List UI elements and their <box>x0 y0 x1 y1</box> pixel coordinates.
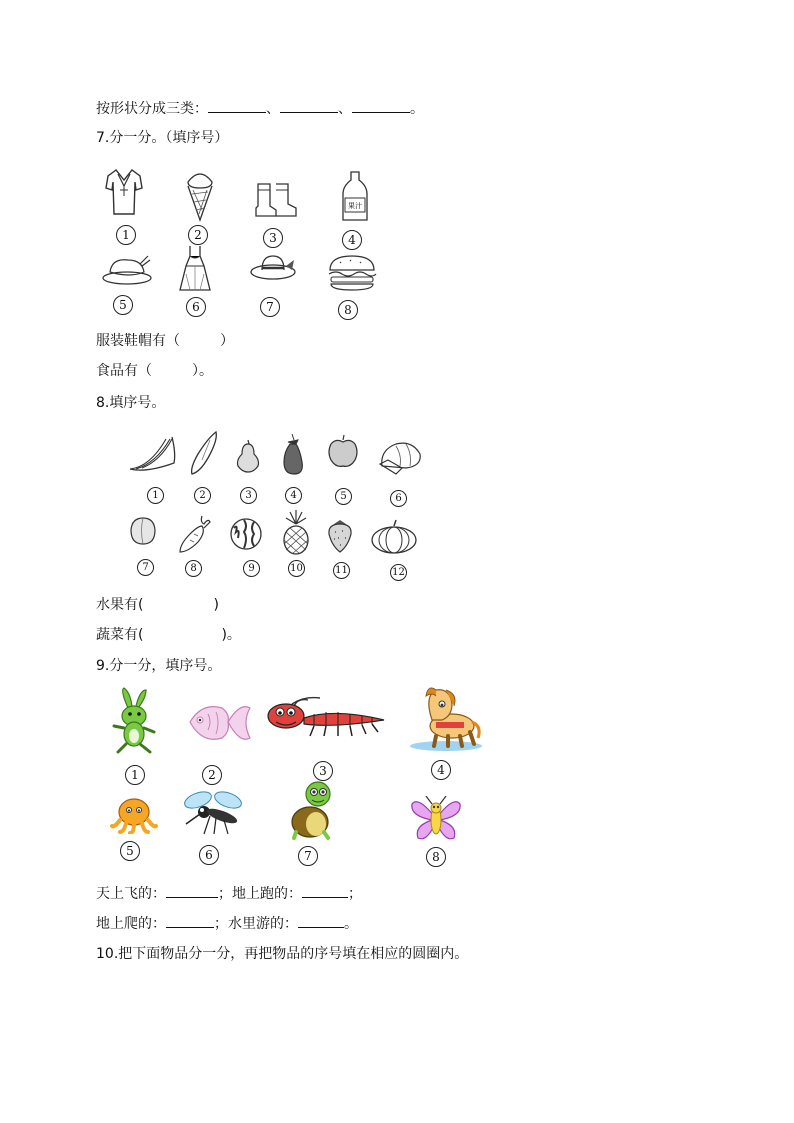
q6-answer-blank-2[interactable] <box>280 98 338 113</box>
q7-label-6: 6 <box>186 297 206 317</box>
q9-label-7: 7 <box>298 846 318 866</box>
q7-clothing-close: ） <box>220 333 234 349</box>
q9-end-mark: 。 <box>344 916 358 932</box>
q8-label-12: 12 <box>390 564 407 581</box>
q8-label-4: 4 <box>285 487 302 504</box>
q8-label-11: 11 <box>333 562 350 579</box>
q9-crawl-answer-blank[interactable] <box>166 913 214 928</box>
q7-label-2: 2 <box>188 225 208 245</box>
q9-label-4: 4 <box>431 760 451 780</box>
q6-answer-blank-3[interactable] <box>352 98 410 113</box>
dress-icon <box>178 244 212 292</box>
banana-icon <box>126 433 178 473</box>
q8-title: 8.填序号。 <box>96 395 166 411</box>
q7-title: 7.分一分。（填序号） <box>96 130 229 146</box>
hamburger-icon <box>326 254 378 292</box>
q9-water-label: ；水里游的： <box>214 916 298 932</box>
q9-label-2: 2 <box>202 765 222 785</box>
q8-label-1: 1 <box>147 487 164 504</box>
q9-sky-answer-blank[interactable] <box>166 883 218 898</box>
pumpkin-icon <box>370 518 418 554</box>
q7-answer-clothing <box>96 331 234 351</box>
q7-label-5: 5 <box>113 295 133 315</box>
q8-answer-vegetable <box>96 625 241 645</box>
q7-label-8: 8 <box>338 300 358 320</box>
q7-label-1: 1 <box>116 225 136 245</box>
q8-answer-fruit <box>96 595 219 615</box>
q8-vegetable-label: 蔬菜有( <box>96 627 144 643</box>
eggplant-icon <box>278 432 308 476</box>
q9-label-5: 5 <box>120 841 140 861</box>
pear-icon <box>234 436 262 474</box>
q8-label-7: 7 <box>137 559 154 576</box>
strawberry-icon <box>326 518 354 554</box>
peach-icon <box>128 514 158 546</box>
q7-label-7: 7 <box>260 297 280 317</box>
centipede-icon <box>264 696 388 742</box>
octopus-icon <box>110 796 158 834</box>
q8-label-2: 2 <box>194 487 211 504</box>
q9-separator: ； <box>348 886 362 902</box>
q6-shape-classification-line <box>96 98 424 119</box>
shirt-icon <box>104 166 144 218</box>
q8-label-10: 10 <box>288 560 305 577</box>
horse-icon <box>406 686 484 752</box>
q9-crawl-label: 地上爬的： <box>96 916 166 932</box>
q9-answer-line-1 <box>96 883 362 904</box>
ice-cream-cone-icon <box>182 164 218 222</box>
rabbit-icon <box>110 686 158 756</box>
mosquito-icon <box>180 790 246 836</box>
q10-title: 10.把下面物品分一分，再把物品的序号填在相应的圆圈内。 <box>96 946 469 962</box>
q6-end-mark: 。 <box>410 101 424 117</box>
q8-fruit-close: ) <box>213 597 219 613</box>
q7-label-3: 3 <box>263 228 283 248</box>
q9-label-8: 8 <box>426 847 446 867</box>
q8-fruit-label: 水果有( <box>96 597 144 613</box>
q9-ground-run-label: ；地上跑的： <box>218 886 302 902</box>
apple-icon <box>326 434 360 470</box>
q6-separator: 、 <box>338 101 352 117</box>
q8-label-6: 6 <box>390 490 407 507</box>
cabbage-icon <box>376 436 424 476</box>
pineapple-icon <box>280 510 312 556</box>
q6-separator: 、 <box>266 101 280 117</box>
juice-bottle-icon <box>340 170 370 224</box>
q9-water-answer-blank[interactable] <box>298 913 344 928</box>
goldfish-icon <box>184 694 252 750</box>
q9-label-3: 3 <box>313 761 333 781</box>
q6-answer-blank-1[interactable] <box>208 98 266 113</box>
roast-chicken-icon <box>100 250 154 286</box>
watermelon-icon <box>228 516 264 552</box>
turtle-icon <box>290 780 336 840</box>
q9-label-1: 1 <box>125 765 145 785</box>
q7-food-close: ）。 <box>192 363 213 379</box>
butterfly-icon <box>410 796 462 844</box>
bottle-text: 果汁 <box>348 202 362 210</box>
q7-clothing-label: 服装鞋帽有（ <box>96 333 180 349</box>
q9-ground-run-answer-blank[interactable] <box>302 883 348 898</box>
q7-food-label: 食品有（ <box>96 363 152 379</box>
hat-icon <box>248 252 298 286</box>
q9-sky-label: 天上飞的： <box>96 886 166 902</box>
q7-label-4: 4 <box>342 230 362 250</box>
q9-label-6: 6 <box>199 845 219 865</box>
q8-label-8: 8 <box>185 560 202 577</box>
q8-vegetable-close: )。 <box>221 627 241 643</box>
q9-answer-line-2 <box>96 913 358 934</box>
q8-label-9: 9 <box>243 560 260 577</box>
radish-icon <box>176 514 212 554</box>
q9-title: 9.分一分，填序号。 <box>96 658 222 674</box>
q7-answer-food <box>96 361 213 381</box>
q8-label-5: 5 <box>335 488 352 505</box>
q8-label-3: 3 <box>240 487 257 504</box>
q6-prompt: 按形状分成三类： <box>96 101 208 117</box>
cucumber-icon <box>188 430 220 476</box>
boots-icon <box>252 180 300 220</box>
